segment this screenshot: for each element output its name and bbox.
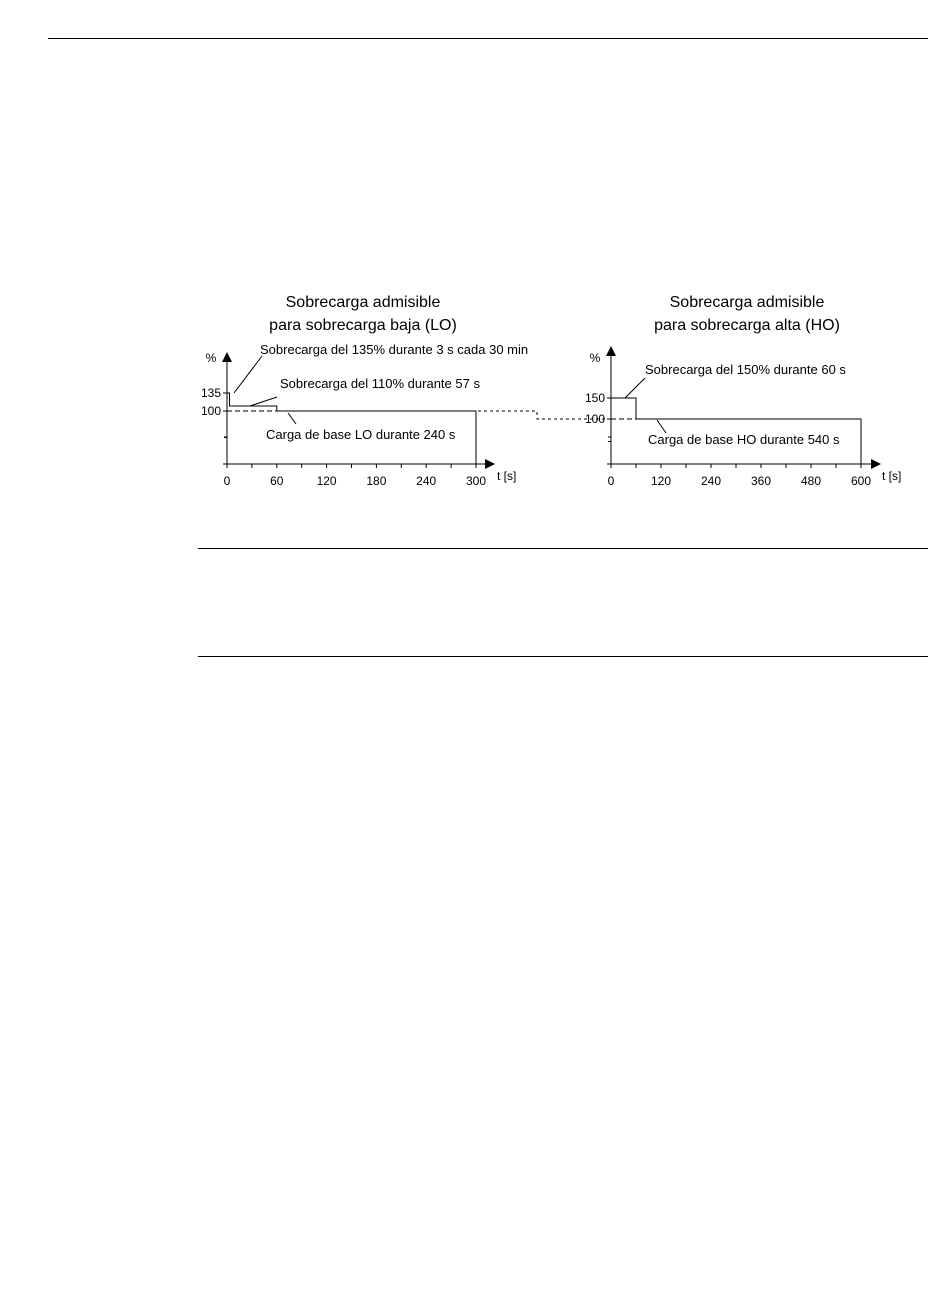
chart-lo-annotation-1: Sobrecarga del 135% durante 3 s cada 30 min [260, 342, 529, 357]
chart-lo-y-tick-label: 100 [200, 404, 221, 418]
chart-lo-x-tick-label: 300 [465, 474, 487, 488]
chart-lo-y-tick-label: 135 [200, 386, 221, 400]
chart-lo-x-tick-label: 0 [223, 474, 231, 488]
chart-lo-annotation-leader-2 [250, 397, 277, 406]
chart-lo-x-tick-label: 60 [270, 474, 284, 488]
chart-lo-x-tick-label: 120 [316, 474, 337, 488]
chart-lo-annotation-3: Carga de base LO durante 240 s [266, 427, 456, 442]
chart-lo-title-line-1: Sobrecarga admisible [285, 294, 441, 311]
table-rule-top [198, 548, 928, 549]
chart-ho-x-tick-label: 0 [607, 474, 615, 488]
chart-lo-annotation-leader-1 [234, 356, 262, 393]
chart-ho-x-tick-label: 240 [700, 474, 722, 488]
chart-lo-x-tick-label: 180 [366, 474, 387, 488]
chart-ho-series-solid-1 [611, 398, 861, 464]
chart-ho-y-tick-label: 150 [584, 391, 605, 405]
chart-ho-y-axis-label: % [589, 351, 601, 365]
table-rule-bottom [198, 656, 928, 657]
chart-ho-x-tick-label: 120 [650, 474, 672, 488]
chart-lo-y-axis-label: % [205, 351, 217, 365]
chart-lo-annotation-leader-3 [288, 413, 296, 424]
chart-ho-x-axis-label: t [s] [882, 469, 902, 483]
chart-ho-x-tick-label: 480 [800, 474, 822, 488]
chart-ho-annotation-leader-1 [625, 378, 645, 398]
chart-lo-x-tick-label: 240 [416, 474, 437, 488]
chart-ho-title-line-1: Sobrecarga admisible [669, 294, 825, 311]
chart-lo-x-axis-arrow [485, 459, 495, 469]
chart-ho-title-line-2: para sobrecarga alta (HO) [654, 317, 840, 334]
chart-ho-annotation-1: Sobrecarga del 150% durante 60 s [645, 362, 846, 377]
chart-ho-y-axis-arrow [606, 346, 616, 356]
chart-lo-x-axis-label: t [s] [497, 469, 517, 483]
chart-lo-title-line-2: para sobrecarga baja (LO) [269, 317, 457, 334]
chart-ho-x-tick-label: 360 [750, 474, 772, 488]
chart-ho-annotation-2: Carga de base HO durante 540 s [648, 432, 840, 447]
chart-ho-x-tick-label: 600 [850, 474, 872, 488]
chart-lo-annotation-2: Sobrecarga del 110% durante 57 s [280, 376, 480, 391]
chart-ho-y-tick-label: 100 [584, 412, 605, 426]
chart-ho-x-axis-arrow [871, 459, 881, 469]
chart-lo-y-axis-arrow [222, 352, 232, 362]
